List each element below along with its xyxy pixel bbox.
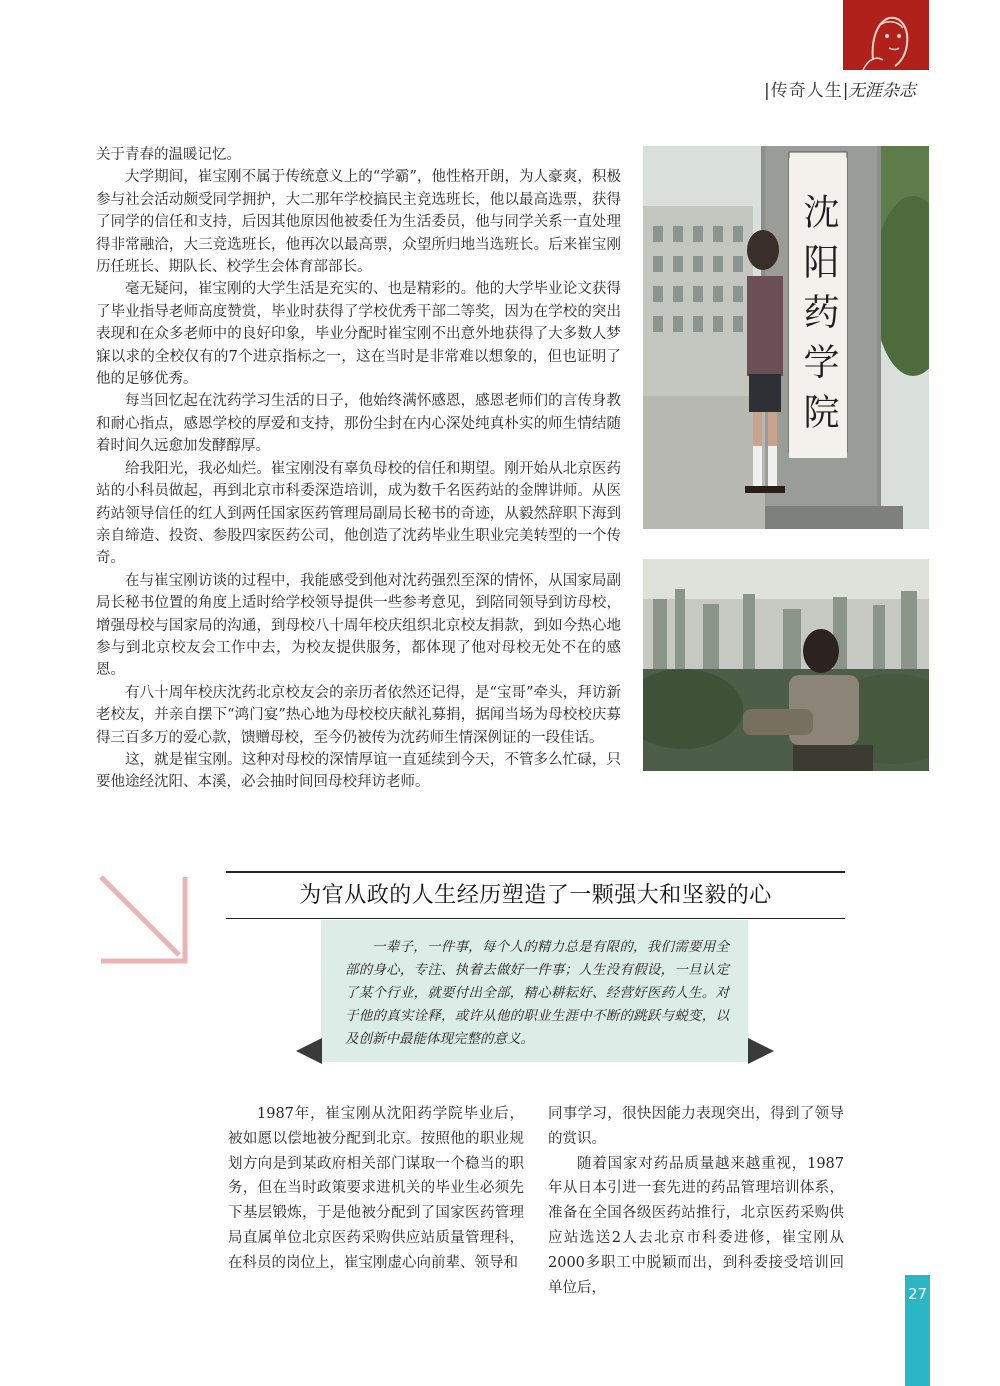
paragraph: 有八十周年校庆沈药北京校友会的亲历者依然还记得，是“宝哥”牵头，拜访新老校友，并亲自摆下“鸿门宴”热心地为母校校庆献礼募捐，据闻当场为母校校庆募得三百多万的爱心款，馈赠母校，至今仍被传为沈药师生情深例证的一段佳话。: [96, 684, 621, 746]
magazine-name: 无涯杂志: [848, 81, 916, 101]
masthead: [764, 76, 930, 100]
paragraph: 毫无疑问，崔宝刚的大学生活是充实的、也是精彩的。他的大学毕业论文获得了毕业指导老师高度赞赏，毕业时获得了学校优秀干部二等奖，因为在学校的突出表现和在众多老师中的良好印象，毕业分配时崔宝刚不出意外地获得了大多数人梦寐以求的全校仅有的7个进京指标之一，这在当时是非常难以想象的，但也证明了他的足够优秀。: [96, 281, 621, 388]
article-bottom-column-1: [228, 1102, 524, 1276]
pull-quote-box: [321, 920, 748, 1062]
gate-sign: [789, 158, 847, 458]
paragraph: 大学期间，崔宝刚不属于传统意义上的“学霸”，他性格开朗，为人豪爽，积极参与社会活动颇受同学拥护，大二那年学校搞民主竞选班长，他以最高选票，获得了同学的信任和支持，后因其他原因他被委任为生活委员，他与同学关系一直处理得非常融洽，大三竞选班长，他再次以最高票，众望所归地当选班长。后来崔宝刚历任班长、期队长、校学生会体育部部长。: [96, 169, 621, 276]
photo-campus-gate: [643, 146, 929, 529]
page-number-tab: [905, 1275, 930, 1386]
article-bottom-column-2: [548, 1102, 844, 1300]
paragraph: 给我阳光，我必灿烂。崔宝刚没有辜负母校的信任和期望。刚开始从北京医药站的小科员做起，再到北京市科委深造培训，成为数千名医药站的金牌讲师。从医药站领导信任的红人到两任国家医药管理局副局长秘书的奇迹，从毅然辞职下海到亲自缔造、投资、参股四家医药公司，他创造了沈药毕业生职业完美转型的一个传奇。: [96, 460, 621, 567]
arrow-decoration: [97, 871, 191, 967]
paragraph: 这，就是崔宝刚。这种对母校的深情厚谊一直延续到今天，不管多么忙碌，只要他途经沈阳、本溪，必会抽时间回母校拜访老师。: [96, 751, 621, 791]
paragraph: 在与崔宝刚访谈的过程中，我能感受到他对沈药强烈至深的情怀，从国家局副局长秘书位置的角度上适时给学校领导提供一些参考意见，到陪同领导到访母校，增强母校与国家局的沟通，到母校八十周年校庆组织北京校友捐款，到如今热心地参与到北京校友会工作中去，为校友提供服务，都体现了他对母校无处不在的感恩。: [96, 572, 621, 679]
paragraph-continuation: 同事学习，很快因能力表现突出，得到了领导的赏识。: [548, 1106, 844, 1147]
heading-rule-top: [226, 871, 845, 873]
heading-rule-bottom: [226, 918, 845, 919]
photo-mountain-portrait: [643, 559, 929, 771]
paragraph: 随着国家对药品质量越来越重视，1987年从日本引进一套先进的药品管理培训体系，准备在全国各级医药站推行，北京医药采购供应站选送2人去北京市科委进修，崔宝刚从2000多职工中脱颖而出，到科委接受培训回单位后，: [548, 1155, 844, 1296]
paragraph: 关于青春的温暖记忆。: [96, 147, 241, 163]
arrow-down-right-icon: [97, 871, 191, 967]
gate-sign-text: 沈阳药学院: [789, 158, 847, 458]
quote-corner-left: [296, 1038, 322, 1064]
pull-quote-text: 一辈子，一件事，每个人的精力总是有限的，我们需要用全部的身心，专注、执着去做好一件事；人生没有假设，一旦认定了某个行业，就要付出全部，精心耕耘好、经营好医药人生。对于他的真实诠释，或许从他的职业生涯中不断的跳跃与蜕变，以及创新中最能体现完整的意义。: [345, 939, 729, 1047]
portrait-sketch-icon: [843, 0, 929, 70]
page-number: 27: [907, 1285, 928, 1303]
quote-corner-right: [748, 1038, 774, 1064]
magazine-logo-portrait: [843, 0, 929, 70]
section-label: |传奇人生|: [764, 81, 850, 101]
article-top-column: [96, 144, 621, 794]
paragraph: 1987年，崔宝刚从沈阳药学院毕业后，被如愿以偿地被分配到北京。按照他的职业规划方向是到某政府相关部门谋取一个稳当的职务，但在当时政策要求进机关的毕业生必须先下基层锻炼，于是他被分配到了国家医药管理局直属单位北京医药采购供应站质量管理科，在科员的岗位上，崔宝刚虚心向前辈、领导和: [228, 1106, 524, 1271]
section-heading: 为官从政的人生经历塑造了一颗强大和坚毅的心: [299, 883, 772, 908]
paragraph: 每当回忆起在沈药学习生活的日子，他始终满怀感恩，感恩老师们的言传身教和耐心指点，感恩学校的厚爱和支持，那份尘封在内心深处纯真朴实的师生情结随着时间久远愈加发酵醇厚。: [96, 393, 621, 455]
